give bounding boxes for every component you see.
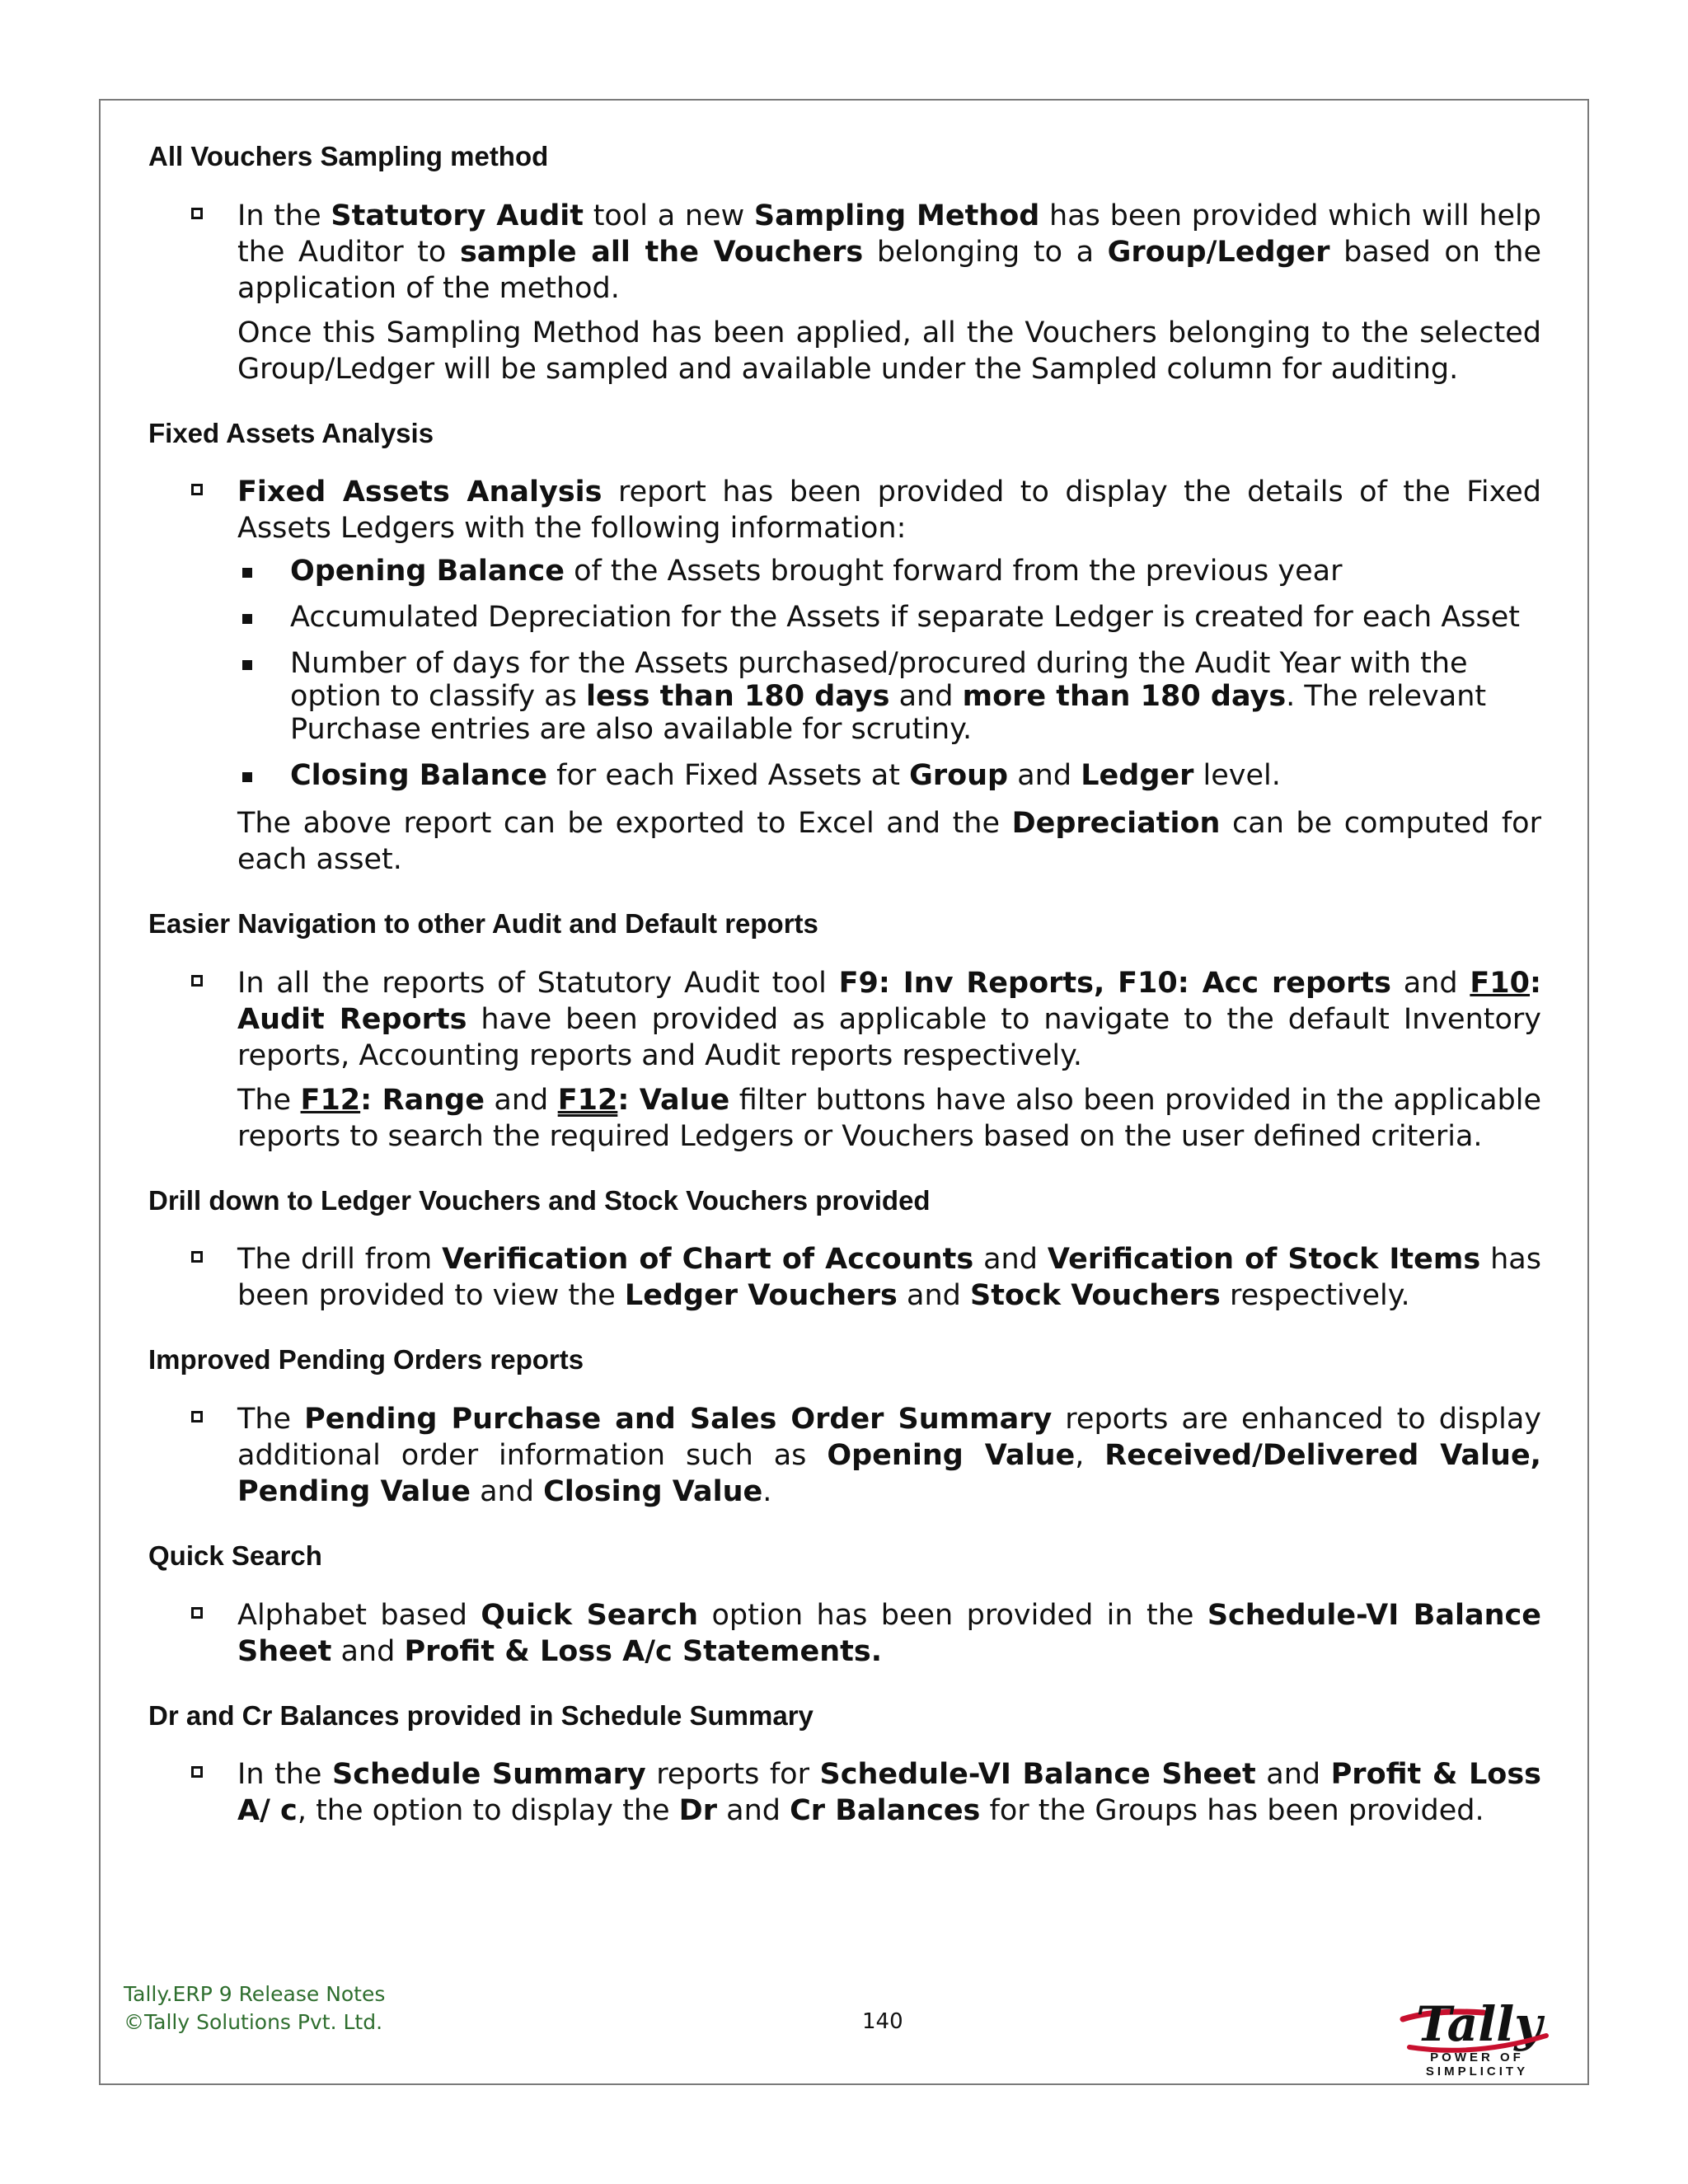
- document-body: [148, 140, 1541, 1858]
- paragraph: In the Statutory Audit tool a new Sampling Method has been provided which will help the Auditor to sample all the Vouchers belonging to a Group/Ledger based on the application of the method.: [237, 199, 1542, 305]
- paragraph: The drill from Verification of Chart of Accounts and Verification of Stock Items has been provided to view the Ledger Vouchers and Stock Vouchers respectively.: [237, 1243, 1541, 1313]
- section-heading: All Vouchers Sampling method: [148, 141, 549, 171]
- list-item: [148, 1241, 1541, 1314]
- square-bullet-icon: [191, 1411, 203, 1422]
- section-heading: Improved Pending Orders reports: [148, 1344, 584, 1376]
- filled-square-bullet-icon: [242, 772, 252, 782]
- page-number: 140: [862, 2009, 903, 2034]
- paragraph: The Pending Purchase and Sales Order Summary reports are enhanced to display additional order information such as Opening Value, Received/Delivered Value, Pending Value and Closing Value.: [237, 1402, 1541, 1508]
- section-drill-down: [148, 1184, 1541, 1315]
- paragraph: Alphabet based Quick Search option has been provided in the Schedule-VI Balance Sheet and Profit & Loss A/c Statements.: [237, 1598, 1541, 1668]
- footer-credits: [124, 1980, 385, 2036]
- list-item: [148, 474, 1541, 878]
- list-item: [148, 1756, 1541, 1829]
- list-item: [148, 1597, 1541, 1670]
- sub-list-item: Closing Balance for each Fixed Assets at Group and Ledger level.: [237, 759, 1541, 792]
- paragraph: The above report can be exported to Excel and the Depreciation can be computed for each asset.: [237, 807, 1541, 877]
- list-item: [148, 965, 1541, 1155]
- list-item: [148, 198, 1541, 387]
- section-heading: Quick Search: [148, 1540, 322, 1571]
- section-heading: Dr and Cr Balances provided in Schedule Summary: [148, 1699, 814, 1731]
- paragraph: In the Schedule Summary reports for Schedule-VI Balance Sheet and Profit & Loss A/ c, the option to display the Dr and Cr Balances for the Groups has been provided.: [237, 1758, 1541, 1828]
- sub-list: [237, 555, 1541, 792]
- square-bullet-icon: [191, 1766, 203, 1778]
- section-heading: Drill down to Ledger Vouchers and Stock Vouchers provided: [148, 1184, 931, 1216]
- paragraph: The F12: Range and F12: Value filter buttons have also been provided in the applicable reports to search the required Ledgers or Vouchers based on the user defined criteria.: [237, 1083, 1541, 1153]
- square-bullet-icon: [191, 208, 203, 219]
- list-item: [148, 1401, 1541, 1510]
- section-navigation: [148, 907, 1541, 1155]
- square-bullet-icon: [191, 484, 203, 495]
- section-heading: Fixed Assets Analysis: [148, 417, 434, 448]
- sub-list-item: Opening Balance of the Assets brought forward from the previous year: [237, 555, 1541, 588]
- logo-tagline: POWER OF SIMPLICITY: [1425, 2050, 1529, 2079]
- square-bullet-icon: [191, 1607, 203, 1619]
- section-pending-orders: [148, 1343, 1541, 1510]
- footer-copyright: ©Tally Solutions Pvt. Ltd.: [124, 2010, 383, 2034]
- sub-list-item: Accumulated Depreciation for the Assets if separate Ledger is created for each Asset: [237, 601, 1541, 634]
- square-bullet-icon: [191, 1251, 203, 1263]
- filled-square-bullet-icon: [242, 568, 252, 578]
- square-bullet-icon: [191, 975, 203, 987]
- filled-square-bullet-icon: [242, 614, 252, 624]
- section-dr-cr-balances: [148, 1699, 1541, 1830]
- section-heading: Easier Navigation to other Audit and Default reports: [148, 908, 818, 940]
- paragraph: Fixed Assets Analysis report has been provided to display the details of the Fixed Assets Ledgers with the following information:: [237, 476, 1542, 546]
- section-quick-search: [148, 1540, 1541, 1670]
- section-sampling: [148, 140, 1541, 387]
- paragraph: Once this Sampling Method has been applied, all the Vouchers belonging to the selected Group/Ledger will be sampled and available under the Sampled column for auditing.: [237, 316, 1541, 386]
- filled-square-bullet-icon: [242, 660, 252, 670]
- footer-title: Tally.ERP 9 Release Notes: [124, 1982, 386, 2006]
- sub-list-item: Number of days for the Assets purchased/procured during the Audit Year with the option to classify as less than 180 days and more than 180 days. The relevant Purchase entries are also available for scrutiny.: [237, 647, 1541, 746]
- svg-text:Tally: Tally: [1416, 1996, 1542, 2052]
- paragraph: In all the reports of Statutory Audit tool F9: Inv Reports, F10: Acc reports and F10: Audit Reports have been provided as applicable to navigate to the default Inventory reports, Accounting reports and Audit reports respectively.: [237, 966, 1541, 1072]
- section-fixed-assets: [148, 417, 1541, 879]
